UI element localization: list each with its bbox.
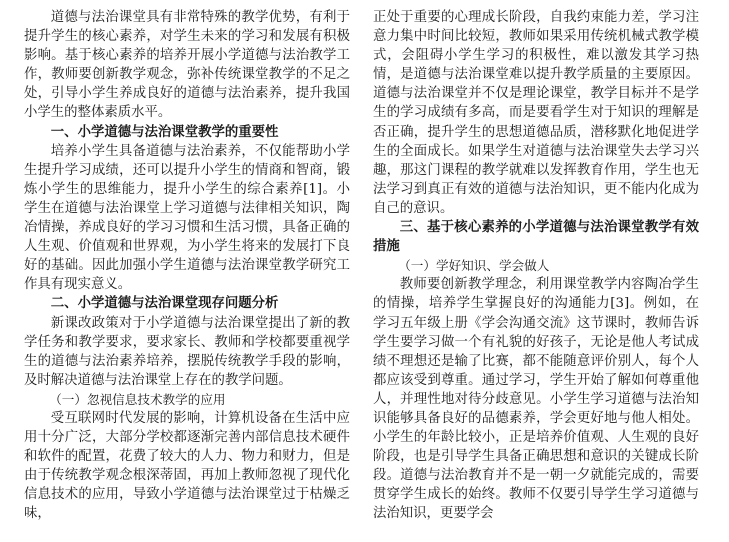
measures-paragraph: 教师要创新教学理念，利用课堂教学内容陶冶学生的情操，培养学生掌握良好的沟通能力[3]。例如，在学习五年级上册《学会沟通交流》这节课时，教师告诉学生要学习做一个有礼貌的好孩子，无论是他人考试成绩不理想还是输了比赛，都不能随意评价别人，每个人都应该受到尊重。通过学习，学生开始了解如何尊重他人，并理性地对待分歧意见。小学生学习道德与法治知识能够具备良好的品德素养，学会更好地与他人相处。小学生的年龄比较小，正是培养价值观、人生观的良好阶段，也是引导学生具备正确思想和意识的关键成长阶段。道德与法治教育并不是一朝一夕就能完成的，需要贯穿学生成长的始终。教师不仅要引导学生学习道德与法治知识，更要学会 (373, 277, 699, 522)
section-heading-importance: 一、小学道德与法治课堂教学的重要性 (50, 123, 279, 140)
intro-paragraph: 道德与法治课堂具有非常特殊的教学优势，有利于提升学生的核心素养，对学生未来的学习和发展有积极影响。基于核心素养的培养开展小学道德与法治教学工作，教师要创新教学观念，弥补传统课堂教学的不足之处，引导小学生养成良好的道德与法治素养，提升我国小学生的整体素质水平。 (24, 10, 350, 121)
subheading-info-tech: （一）忽视信息技术教学的应用 (49, 391, 226, 407)
left-column (24, 8, 350, 524)
info-tech-paragraph: 受互联网时代发展的影响，计算机设备在生活中应用十分广泛，大部分学校都逐渐完善内部信息技术硬件和软件的配置，花费了较大的人力、物力和财力，但是由于传统教学观念根深蒂固，再加上教师忽视了现代化信息技术的应用，导致小学道德与法治课堂过于枯燥乏味， (24, 410, 350, 522)
importance-paragraph: 培养小学生具备道德与法治素养，不仅能帮助小学生提升学习成绩，还可以提升小学生的情商和智商，锻炼小学生的思维能力，提升小学生的综合素养[1]。小学生在道德与法治课堂上学习道德与法律相关知识，陶冶情操，养成良好的学习习惯和生活习惯，具备正确的人生观、价值观和世界观，为小学生将来的发展打下良好的基础。因此加强小学生道德与法治课堂教学研究工作具有现实意义。 (24, 143, 350, 293)
section-heading-measures: 三、基于核心素养的小学道德与法治课堂教学有效措施 (373, 219, 699, 255)
continuation-paragraph: 正处于重要的心理成长阶段，自我约束能力差，学习注意力集中时间比较短，教师如果采用传统机械式教学模式，会阻碍小学生学习的积极性，难以激发其学习热情，是道德与法治课堂难以提升教学质量的主要原因。道德与法治课堂并不仅是理论课堂，教学目标并不是学生的学习成绩有多高，而是要看学生对于知识的理解是否正确，提升学生的思想道德品质，潜移默化地促进学生的全面成长。如果学生对道德与法治课堂失去学习兴趣，那这门课程的教学就难以发挥教育作用，学生也无法学习到真正有效的道德与法治知识，更不能内化成为自己的意识。 (373, 10, 699, 216)
subheading-learn-knowledge: （一）学好知识、学会做人 (398, 258, 550, 274)
right-column (373, 8, 699, 524)
section-heading-problems: 二、小学道德与法治课堂现存问题分析 (50, 295, 279, 312)
problems-paragraph: 新课改政策对于小学道德与法治课堂提出了新的教学任务和教学要求，要求家长、教师和学校都要重视学生的道德与法治素养培养，摆脱传统教学手段的影响，及时解决道德与法治课堂上存在的教学问题。 (24, 315, 350, 388)
